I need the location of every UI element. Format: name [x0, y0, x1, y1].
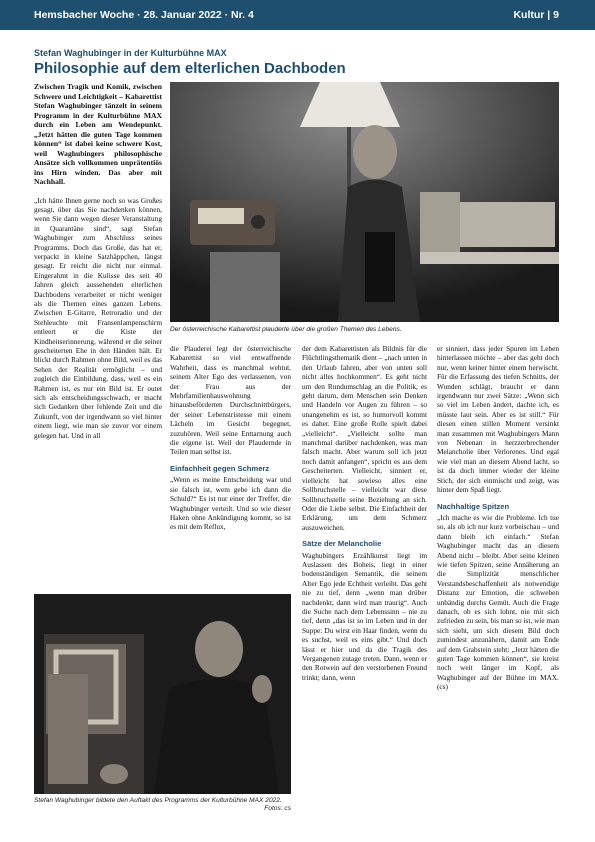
column-4: [437, 344, 559, 692]
column-1-body: „Ich hätte Ihnen gerne noch so was Großes gesagt, über das Sie nachdenken können, wenn Sie dann wegen dieser Veranstaltung in Quarantäne sind“, sagt Stefan Waghubinger zum Abschluss seines Programms. Doch das Große, das hat er, verpackt in kleine Satzhäppchen, längst gesagt. Er reicht die nicht nur einmal. Eingerahmt in die Kulisse des seit 40 Jahren gleich aussehenden elterlichen Dachbodens verarbeitet er nicht weniger als die Themen eines ganzen Lebens. Zwischen E-Gitarre, Retroradio und der Stehleuchte mit Fransenlampenschirm entleert er die Kiste der Kindheitserinnerung, während er die seiner gescheiterten Ehe in den Händen hält. Er blickt durch Rahmen ohne Bild, weil es das Sehen der Realität ermöglicht – und zugleich die Einbildung, dass, weil es ein Rahmen ist, es nur ein Bild ist. Er outet sich als entscheidungsschwach, er macht sich Gedanken über fehlende Zeit und die Zukunft, von der irgendwann so viel hinter einem liegt, wie man sie zuvor vor einem gelegen hat. Und in all: [34, 195, 162, 440]
subhead-einfachheit: Einfachheit gegen Schmerz: [170, 463, 270, 473]
column-3-body-2: Waghubingers Erzählkunst liegt im Auslassen des Boheis, liegt in einer bodenständigen Semantik, die seinem Alter Ego jede Echtheit verleiht. Das geht nie zu tief, denn „wenn man drüber nachdenkt, dann wird man traurig“. Auch die Suche nach dem Lebenssinn – nie zu tief, denn „das ist so im Leben und in der Suppe: Du wirst ein Haar finden, wenn du es suchst, weil es eins gibt.“ Und doch lässt er hier und da die Tragik des Vergangenen zutage treten. Dann, wenn er den Rotwein auf den verstorbenen Freund trinkt; dann, wenn: [302, 550, 427, 682]
article-kicker: Stefan Waghubinger in der Kulturbühne MAX: [34, 48, 227, 58]
column-4-body-2: „Ich mache es wie die Probleme. Ich tue so, als ob ich nur kurz vorbeischau – und dann bleib ich einfach.“ Stefan Waghubinger macht das an diesem Abend nicht – bleibt. Aber seine kleinen wie tiefen Spitzen, seine Annäherung an die Simplizität menschlicher Verstandsbeschaffenheit als notwendige Distanz zur Emotion, die schweben unbändig durchs Gemüt. Auch die Frage danach, ob es sich lohnt, nie mit sich zufrieden zu sein, bis man so ist, wie man sich sieht, um sich diesem Bild doch zumindest anzunähern, damit am Ende auf dem Grabstein steht: „Jetzt hätten die guten Tage kommen können“, sie kreist noch weit länger im Kopf, als Waghubinger auf der Bühne im MAX. (cs): [437, 512, 559, 692]
photo-1-image: [170, 82, 559, 322]
page-header: [0, 0, 595, 30]
column-3-body: der dem Kabarettisten als Bildnis für die Flüchtlingsthematik dient – „nach unten in den Urlaub fahren, aber von unten soll nicht alles hochkommen“. Es geht nicht um den Rundumschlag an die Politik, es geht darum, dem Menschen sein Denken und Handeln vor Augen zu führen – so unangenehm es ist, so humorvoll kommt es daher. Eine große Rolle spielt dabei „vielleicht“. „Vielleicht sollte man manchmal darüber nachdenken, was man falsch macht. Aber warum soll ich jetzt noch damit anfangen“, spricht es aus dem Gescheiterten. Vielleicht, sinniert er, vielleicht hat sowieso alles eine Sollbruchstelle – vielleicht war diese Sollbruchstelle seine Beziehung an sich. Oder die Liebe selbst. Die Einfachheit der Erklärung, um dem Schmerz auszuweichen.: [302, 344, 427, 532]
photo-2-credit: Fotos: cs: [264, 805, 291, 813]
article-headline: Philosophie auf dem elterlichen Dachboden: [34, 60, 346, 77]
column-1: [34, 82, 162, 440]
subhead-nachhaltige-spitzen: Nachhaltige Spitzen: [437, 501, 510, 511]
subhead-saetze-melancholie: Sätze der Melancholie: [302, 539, 382, 549]
photo-performer-chair: [34, 594, 291, 794]
header-section-page: Kultur | 9: [513, 9, 559, 21]
column-3: [302, 344, 427, 682]
photo-2-image: [34, 594, 291, 794]
header-issue-info: Hemsbacher Woche · 28. Januar 2022 · Nr. 4: [34, 9, 254, 21]
photo-2-caption-text: Stefan Waghubinger bildete den Auftakt des Programms der Kulturbühne MAX 2022.: [34, 797, 282, 804]
column-4-body: er sinniert, dass jeder Spuren im Leben hinterlassen möchte – aber das geht doch nur, wenn keiner hinter einem herwischt. Für die Erfassung des tiefen Schnitts, der Wunden schlägt, braucht er dann irgendwann nur zwei Sätze: „Wenn sich so viel im Leben ändert, dachte ich, es müsste laut sein. Aber es ist still.“ Für diesen einen stillen Moment versinkt man zusammen mit Waghubingers Mann von Nebenan in herzzerbrechender Melancholie über Verlorenes. Und egal wie viel man an diesem Abend lacht, so ist da doch immer wieder der kleine Stich, der sich einmischt und zeigt, was hinter dem Spaß liegt.: [437, 344, 559, 495]
photo-stage-lamp: [170, 82, 559, 322]
column-2-body-2: „Wenn es meine Entscheidung war und sie falsch ist, wem gebe ich dann die Schuld?“ Es ist nur einer der Treffer, die Waghubinger verteilt. Und so wie dieser Haken ohne Ankündigung kommt, so ist es mit dem Reflux,: [170, 475, 291, 532]
photo-1-caption: Der österreichische Kabarettist plauderte über die großen Themen des Lebens.: [170, 326, 402, 333]
column-2-body: die Plauderei legt der österreichische Kabarettist so viel entwaffnende Wahrheit, dass es manchmal wehtut, seinem Alter Ego des verlassenen, von der Frau aus der Mehrfamilienhauswohnung hinausbeförderten Durchschnittbürgers, der seiner Lebenstristesse mit einem Lächeln im Gesicht begegnet, zuzuhören. Weil seine Enttarnung auch die eigene ist. Weil der Plaudernde in Teilen man selbst ist.: [170, 344, 291, 457]
article-lead: Zwischen Tragik und Komik, zwischen Schwere und Leichtigkeit – Kabarettist Stefan Waghubinger tänzelt in seinem Programm in der Kulturbühne MAX durch ein Leben am Wendepunkt. „Jetzt hätten die guten Tage kommen können“ ist dabei keine schwere Kost, weil Waghubingers philosophische Ansätze sich vollkommen unprätentiös ins Hirn winden. Das aber mit Nachhall.: [34, 82, 162, 186]
column-2: [170, 344, 291, 532]
photo-2-caption: [34, 797, 291, 814]
